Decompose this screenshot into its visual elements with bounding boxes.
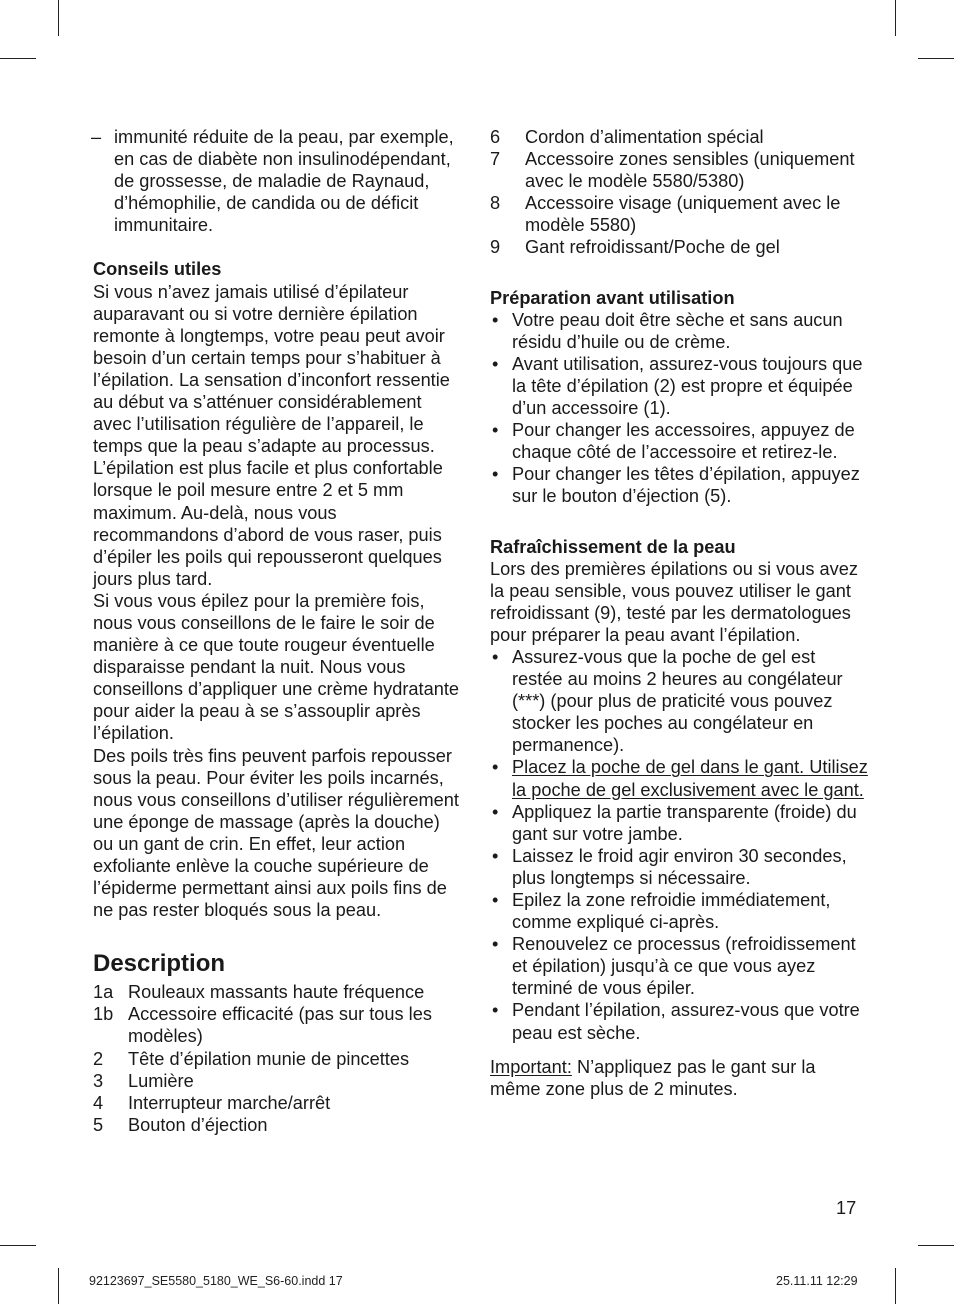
dash-marker: – — [91, 127, 102, 147]
item-text: Pour changer les accessoires, appuyez de chaque côté de l’accessoire et retirez-le. — [512, 420, 855, 463]
item-text: Accessoire visage (uniquement avec le modèle 5580) — [525, 193, 841, 236]
bullet-icon: • — [492, 309, 499, 330]
bullet-icon: • — [492, 1000, 499, 1021]
section-heading-description: Description — [93, 950, 226, 978]
crop-mark — [895, 1268, 896, 1304]
paragraph: Si vous n’avez jamais utilisé d’épilateur auparavant ou si votre dernière épilation remonte à longtemps, votre peau peut avoir besoin d’un certain temps pour s’habituer à l’épilation. La sensation d’inconfort ressentie au début va s’atténuer considérablement avec l’utilisation régulière de l’appareil, le temps que la peau s’adapte au processus. — [93, 281, 450, 457]
bullet-icon: • — [492, 420, 499, 441]
page-number: 17 — [836, 1198, 857, 1218]
list-item — [93, 981, 465, 1003]
section-heading-preparation: Préparation avant utilisation — [490, 287, 735, 308]
left-column — [93, 126, 465, 1136]
item-text: Accessoire efficacité (pas sur tous les modèles) — [128, 1004, 432, 1047]
bullet-icon: • — [492, 934, 499, 955]
crop-mark — [58, 1268, 59, 1304]
item-number: 1a — [93, 982, 114, 1003]
list-item — [490, 419, 868, 463]
bullet-icon: • — [492, 757, 499, 778]
list-item — [490, 646, 868, 756]
crop-mark — [918, 58, 954, 59]
item-text: Epilez la zone refroidie immédiatement, comme expliqué ci-après. — [512, 890, 831, 933]
item-text: Pour changer les têtes d’épilation, appuyez sur le bouton d’éjection (5). — [512, 464, 860, 507]
crop-mark — [918, 1245, 954, 1246]
item-number: 2 — [93, 1048, 104, 1069]
crop-mark — [0, 1245, 36, 1246]
item-number: 8 — [490, 193, 501, 214]
list-item — [490, 463, 868, 507]
item-text: Gant refroidissant/Poche de gel — [525, 237, 780, 258]
item-text: Cordon d’alimentation spécial — [525, 127, 764, 147]
list-item — [490, 353, 868, 419]
list-item — [93, 1092, 465, 1114]
footer-file: 92123697_SE5580_5180_WE_S6-60.indd 17 — [89, 1274, 343, 1288]
list-item — [93, 1070, 465, 1092]
item-text: Renouvelez ce processus (refroidissement et épilation) jusqu’à ce que vous ayez terminé de vous épiler. — [512, 934, 856, 999]
item-text: Appliquez la partie transparente (froide) du gant sur votre jambe. — [512, 801, 857, 844]
list-item — [490, 148, 868, 192]
item-number: 1b — [93, 1004, 114, 1025]
list-item — [490, 801, 868, 845]
item-number: 4 — [93, 1092, 104, 1113]
description-list — [93, 981, 465, 1136]
list-item — [490, 236, 868, 258]
list-item — [490, 933, 868, 999]
list-item — [490, 126, 868, 148]
item-text: Tête d’épilation munie de pincettes — [128, 1048, 410, 1069]
list-item — [490, 309, 868, 353]
item-text: Laissez le froid agir environ 30 secondes, plus longtemps si nécessaire. — [512, 845, 847, 888]
section-heading-conseils: Conseils utiles — [93, 259, 222, 280]
item-number: 7 — [490, 149, 501, 170]
list-item — [93, 126, 465, 236]
list-item — [490, 845, 868, 889]
item-number: 3 — [93, 1070, 104, 1091]
important-note — [490, 1056, 868, 1100]
footer-datetime: 25.11.11 12:29 — [776, 1274, 858, 1288]
section-heading-rafraichissement: Rafraîchissement de la peau — [490, 536, 736, 557]
list-item — [490, 756, 868, 800]
paragraph: L’épilation est plus facile et plus confortable lorsque le poil mesure entre 2 et 5 mm maximum. Au-delà, nous vous recommandons d’abord de vous raser, puis d’épiler les poils qui repousseront quelques jours plus tard. — [93, 458, 443, 589]
bullet-icon: • — [492, 464, 499, 485]
item-text: Assurez-vous que la poche de gel est restée au moins 2 heures au congélateur (***) (pour plus de praticité vous pouvez stocker les poches au congélateur en permanence). — [512, 646, 843, 756]
item-text: Accessoire zones sensibles (uniquement avec le modèle 5580/5380) — [525, 149, 855, 192]
item-text: Interrupteur marche/arrêt — [128, 1092, 331, 1113]
bullet-icon: • — [492, 801, 499, 822]
list-item — [93, 1114, 465, 1136]
item-text: Avant utilisation, assurez-vous toujours que la tête d’épilation (2) est propre et équipée d’un accessoire (1). — [512, 353, 863, 419]
item-number: 5 — [93, 1114, 104, 1135]
important-label: Important: — [490, 1056, 572, 1077]
important-text: N’appliquez pas le gant sur la même zone plus de 2 minutes. — [490, 1056, 816, 1099]
bullet-icon: • — [492, 646, 499, 667]
rafraichissement-list — [490, 646, 868, 1044]
list-item-text: immunité réduite de la peau, par exemple, en cas de diabète non insulinodépendant, de grossesse, de maladie de Raynaud, d’hémophilie, de candida ou de déficit immunitaire. — [114, 127, 454, 236]
list-item — [490, 889, 868, 933]
paragraph: Lors des premières épilations ou si vous avez la peau sensible, vous pouvez utiliser le gant refroidissant (9), testé par les dermatologues pour préparer la peau avant l’épilation. — [490, 558, 858, 645]
item-text-underlined: Placez la poche de gel dans le gant. Utilisez la poche de gel exclusivement avec le gant. — [512, 757, 868, 800]
description-list-continued — [490, 126, 868, 259]
list-item — [490, 192, 868, 236]
item-text: Pendant l’épilation, assurez-vous que votre peau est sèche. — [512, 1000, 860, 1043]
item-text: Lumière — [128, 1070, 194, 1091]
item-number: 6 — [490, 127, 501, 147]
paragraph: Des poils très fins peuvent parfois repousser sous la peau. Pour éviter les poils incarnés, nous vous conseillons d’utiliser régulièrement une éponge de massage (après la douche) ou un gant de crin. En effet, leur action exfoliante enlève la couche supérieure de l’épiderme permettant ainsi aux poils fins de ne pas rester bloqués sous la peau. — [93, 745, 459, 921]
list-item — [93, 1003, 465, 1047]
item-number: 9 — [490, 237, 501, 258]
crop-mark — [895, 0, 896, 36]
list-item — [93, 1048, 465, 1070]
crop-mark — [58, 0, 59, 36]
item-text: Votre peau doit être sèche et sans aucun résidu d’huile ou de crème. — [512, 309, 843, 352]
bullet-icon: • — [492, 845, 499, 866]
item-text: Rouleaux massants haute fréquence — [128, 982, 425, 1003]
right-column — [490, 126, 868, 1100]
paragraph: Si vous vous épilez pour la première fois, nous vous conseillons de le faire le soir de manière à ce que toute rougeur éventuelle disparaisse pendant la nuit. Nous vous conseillons d’appliquer une crème hydratante pour aider la peau à se s’assouplir après l’épilation. — [93, 590, 459, 744]
list-item — [490, 999, 868, 1043]
item-text: Bouton d’éjection — [128, 1114, 268, 1135]
preparation-list — [490, 309, 868, 508]
bullet-icon: • — [492, 353, 499, 374]
crop-mark — [0, 58, 36, 59]
bullet-icon: • — [492, 890, 499, 910]
